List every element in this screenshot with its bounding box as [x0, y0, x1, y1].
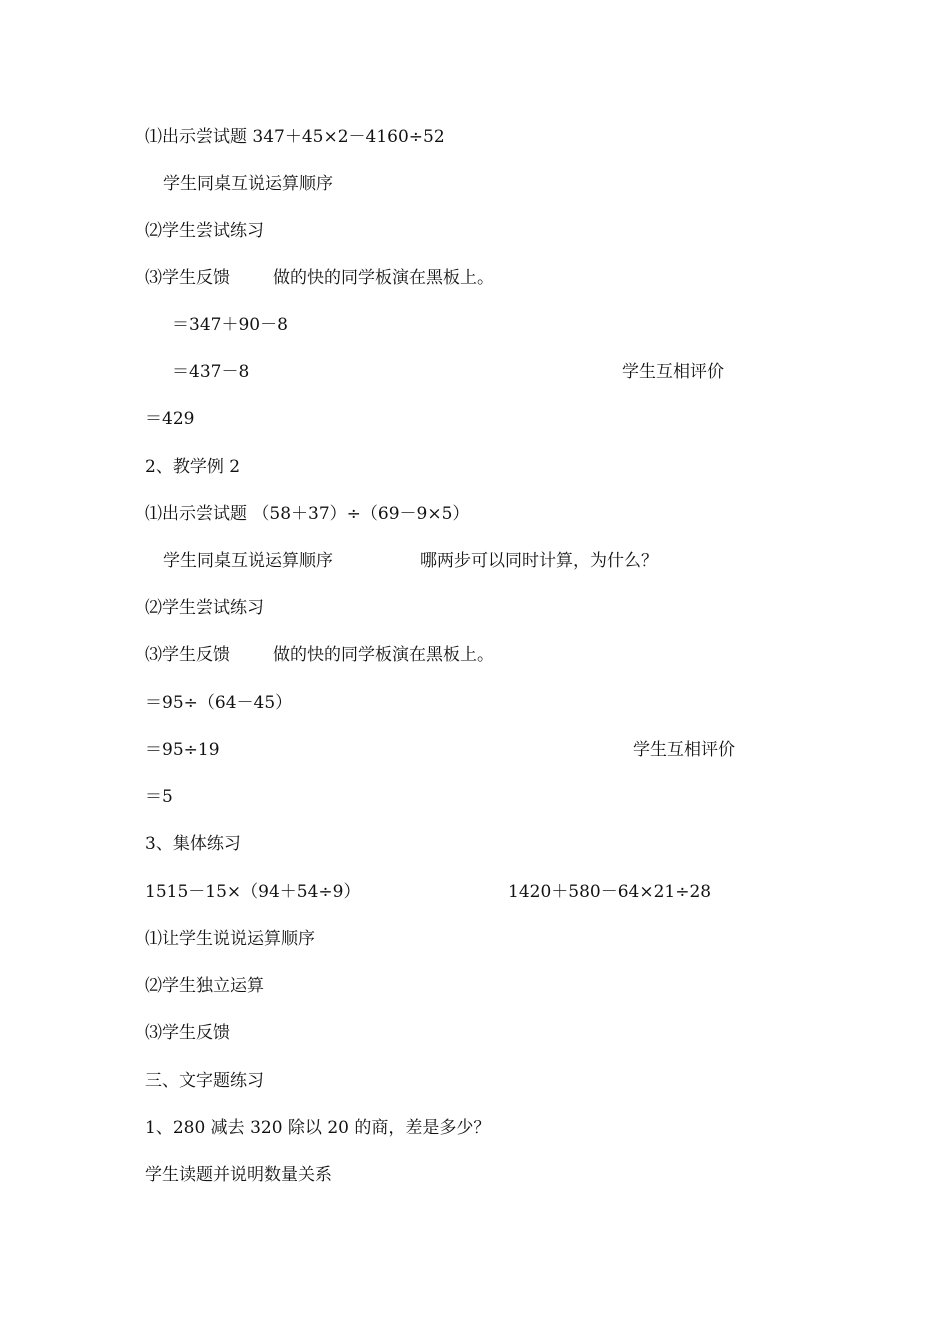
text: 1515－15×（94＋54÷9）	[145, 882, 361, 902]
text: ⑴出示尝试题 （58＋37）÷（69－9×5）	[145, 504, 470, 524]
section-heading	[0, 452, 950, 482]
text: 学生读题并说明数量关系	[145, 1165, 332, 1185]
text: ＝95÷（64－45）	[145, 693, 293, 713]
section-heading	[0, 1066, 950, 1096]
text-line	[0, 924, 950, 954]
section-heading	[0, 829, 950, 859]
text: 1、280 减去 320 除以 20 的商，差是多少？	[145, 1118, 491, 1138]
text: ＝429	[145, 409, 195, 429]
text-line	[0, 263, 950, 293]
text: ⑵学生尝试练习	[145, 598, 264, 618]
text-line	[0, 1018, 950, 1048]
text: ⑶学生反馈	[145, 645, 230, 665]
text: 3、集体练习	[145, 834, 241, 854]
text: 1420＋580－64×21÷28	[508, 882, 712, 902]
text: ⑵学生尝试练习	[145, 221, 264, 241]
text: ⑵学生独立运算	[145, 976, 264, 996]
text-line	[0, 546, 950, 576]
text: 学生同桌互说运算顺序	[163, 551, 333, 571]
text: 做的快的同学板演在黑板上。	[273, 268, 494, 288]
text: 学生同桌互说运算顺序	[163, 174, 333, 194]
text: ＝5	[145, 787, 173, 807]
text-line	[0, 122, 950, 152]
text-line	[0, 1160, 950, 1190]
text-line	[0, 735, 950, 765]
text: 2、教学例 2	[145, 457, 241, 477]
text: 做的快的同学板演在黑板上。	[273, 645, 494, 665]
text: 哪两步可以同时计算，为什么？	[420, 551, 658, 571]
text-line	[0, 782, 950, 812]
text-line	[0, 971, 950, 1001]
text: 学生互相评价	[622, 362, 724, 382]
text: ＝95÷19	[145, 740, 220, 760]
text-line	[0, 499, 950, 529]
text-line	[0, 593, 950, 623]
text: ＝347＋90－8	[172, 315, 288, 335]
text: ⑶学生反馈	[145, 268, 230, 288]
text-line	[0, 310, 950, 340]
text: ⑴让学生说说运算顺序	[145, 929, 315, 949]
text-line	[0, 877, 950, 907]
text-line	[0, 216, 950, 246]
text-line	[0, 640, 950, 670]
text: 学生互相评价	[633, 740, 735, 760]
text-line	[0, 404, 950, 434]
text: ⑶学生反馈	[145, 1023, 230, 1043]
text-line	[0, 688, 950, 718]
text-line	[0, 357, 950, 387]
text-line	[0, 1113, 950, 1143]
text: ＝437－8	[172, 362, 250, 382]
text: ⑴出示尝试题 347＋45×2－4160÷52	[145, 127, 445, 147]
text: 三、文字题练习	[145, 1071, 264, 1091]
text-line	[0, 169, 950, 199]
